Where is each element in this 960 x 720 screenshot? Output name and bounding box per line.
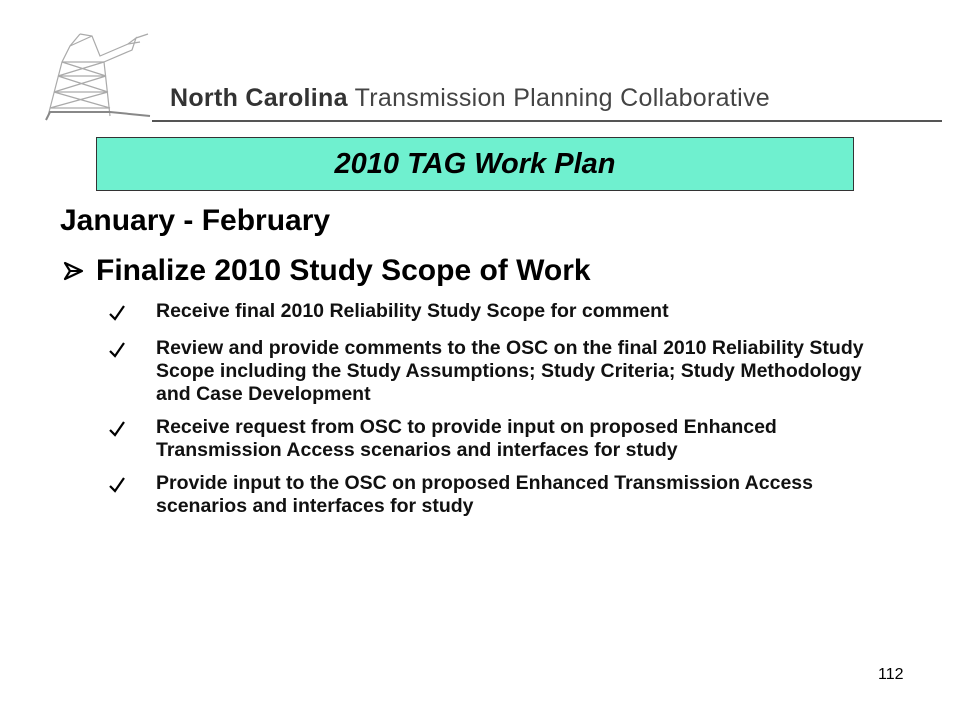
checklist-item-text: Review and provide comments to the OSC on the final 2010 Reliability Study Scope including the Study Assumptions; Study Criteria; Study Methodology and Case Development [156,337,864,405]
checkmark-icon [108,337,156,406]
org-name [170,84,770,113]
sub-heading-text: Finalize 2010 Study Scope of Work [96,254,591,287]
header-divider [152,120,942,122]
checklist-item-text: Provide input to the OSC on proposed Enhanced Transmission Access scenarios and interfaces for study [156,472,813,517]
checklist-item [108,300,898,327]
transmission-tower-icon [40,32,170,122]
page-number: 112 [878,666,904,683]
checklist-item [108,337,898,406]
checkmark-icon [108,416,156,462]
slide-title: 2010 TAG Work Plan [96,137,854,191]
checklist-item [108,472,898,518]
org-name-bold: North Carolina [170,84,348,112]
checklist [108,300,898,528]
sub-heading [62,254,591,288]
section-heading: January - February [60,204,331,237]
org-logo [40,32,920,132]
checklist-item [108,416,898,462]
checkmark-icon [108,472,156,518]
checklist-item-text: Receive final 2010 Reliability Study Scope for comment [156,300,669,322]
checkmark-icon [108,300,156,327]
org-name-rest: Transmission Planning Collaborative [354,84,770,112]
checklist-item-text: Receive request from OSC to provide input on proposed Enhanced Transmission Access scenarios and interfaces for study [156,416,777,461]
arrow-bullet-icon [62,258,96,284]
